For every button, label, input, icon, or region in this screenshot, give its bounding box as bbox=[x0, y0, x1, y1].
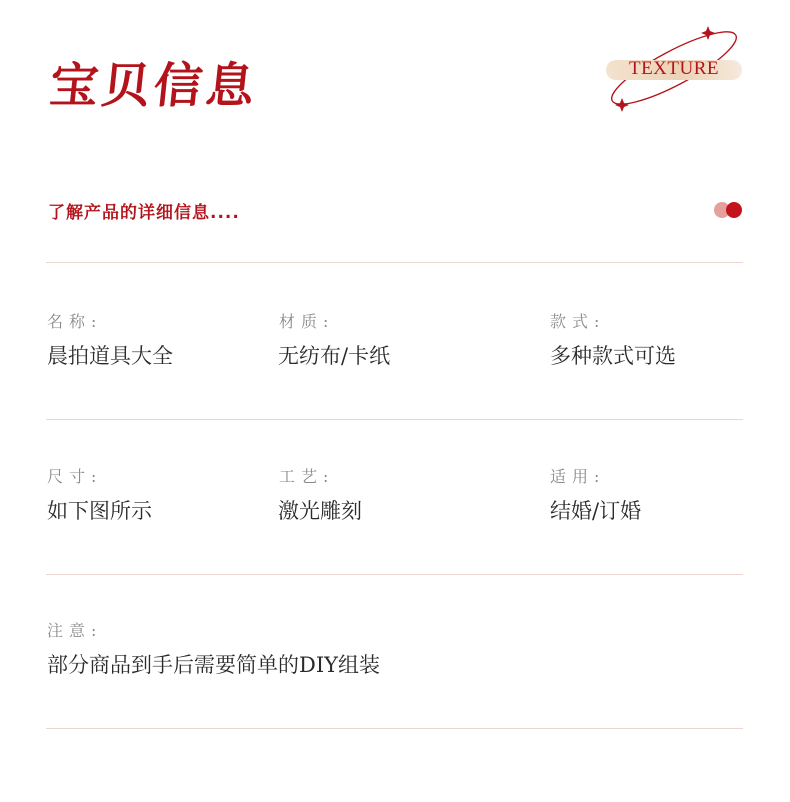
size-value: 如下图所示 bbox=[47, 499, 152, 523]
size-label: 尺寸: bbox=[47, 467, 103, 486]
dot-dark bbox=[726, 202, 742, 218]
material-value: 无纺布/卡纸 bbox=[278, 344, 391, 368]
sparkle-icon bbox=[615, 98, 629, 112]
decorative-dots bbox=[714, 202, 746, 220]
craft-value: 激光雕刻 bbox=[278, 499, 362, 523]
page-title: 宝贝信息 bbox=[47, 58, 261, 114]
usage-label: 适用: bbox=[550, 467, 606, 486]
name-label: 名称: bbox=[47, 312, 103, 331]
name-value: 晨拍道具大全 bbox=[47, 344, 173, 368]
divider bbox=[46, 728, 743, 729]
style-value: 多种款式可选 bbox=[550, 344, 676, 368]
style-label: 款式: bbox=[550, 312, 606, 331]
divider bbox=[46, 574, 743, 575]
divider bbox=[46, 419, 743, 420]
notice-value: 部分商品到手后需要简单的DIY组装 bbox=[47, 653, 380, 677]
badge-text: TEXTURE bbox=[628, 58, 720, 79]
subtitle: 了解产品的详细信息.... bbox=[48, 203, 240, 223]
material-label: 材质: bbox=[279, 312, 335, 331]
sparkle-icon bbox=[701, 26, 715, 40]
texture-badge bbox=[600, 22, 750, 114]
craft-label: 工艺: bbox=[279, 467, 335, 486]
usage-value: 结婚/订婚 bbox=[550, 499, 642, 523]
notice-label: 注意: bbox=[47, 621, 103, 640]
divider bbox=[46, 262, 743, 263]
